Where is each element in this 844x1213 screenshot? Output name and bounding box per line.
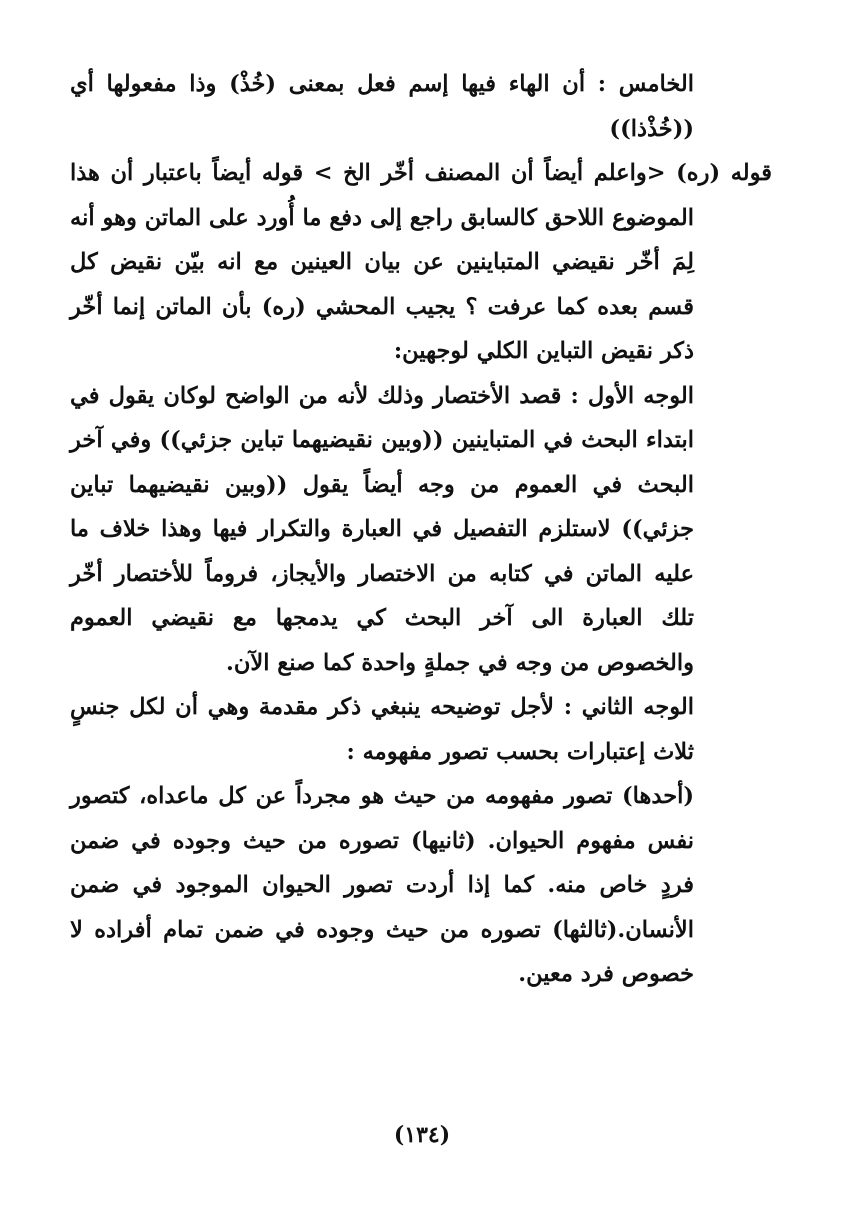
paragraph-second-reason: الوجه الثاني : لأجل توضيحه ينبغي ذكر مقدمة وهي أن لكل جنسٍ ثلاث إعتبارات بحسب تصور مفهومه :	[70, 694, 694, 765]
paragraph-fifth-meaning: الخامس : أن الهاء فيها إسم فعل بمعنى (خُذْ) وذا مفعولها أي ((خُذْذا))	[70, 71, 694, 142]
paragraph-three-considerations: (أحدها) تصور مفهومه من حيث هو مجرداً عن كل ماعداه، كتصور نفس مفهوم الحيوان. (ثانيها) تصوره من حيث وجوده في ضمن فردٍ خاص منه. كما إذا أردت تصور الحيوان الموجود في ضمن الأنسان.(ثالثها) تصوره من حيث وجوده في ضمن تمام أفراده لا خصوص فرد معين.	[70, 783, 694, 987]
paragraph-commentary-quote: قوله (ره) <واعلم أيضاً أن المصنف أخّر الخ > قوله أيضاً باعتبار أن هذا الموضوع اللاحق كالسابق راجع إلى دفع ما أُورد على الماتن وهو أنه لِمَ أخّر نقيضي المتباينين عن بيان العينين مع انه بيّن نقيض كل قسم بعده كما عرفت ؟ يجيب المحشي (ره) بأن الماتن إنما أخّر ذكر نقيض التباين الكلي لوجهين:	[70, 160, 772, 364]
page-number: (١٣٤)	[393, 1122, 451, 1148]
paragraph-first-reason: الوجه الأول : قصد الأختصار وذلك لأنه من الواضح لوكان يقول في ابتداء البحث في المتباينين ((وبين نقيضيهما تباين جزئي)) وفي آخر البحث في العموم من وجه أيضاً يقول ((وبين نقيضيهما تباين جزئي)) لاستلزم التفصيل في العبارة والتكرار فيها وهذا خلاف ما عليه الماتن في كتابه من الاختصار والأيجاز، فروماً للأختصار أخّر تلك العبارة الى آخر البحث كي يدمجها مع نقيضي العموم والخصوص من وجه في جملةٍ واحدة كما صنع الآن.	[70, 382, 694, 676]
page-body	[70, 62, 772, 997]
